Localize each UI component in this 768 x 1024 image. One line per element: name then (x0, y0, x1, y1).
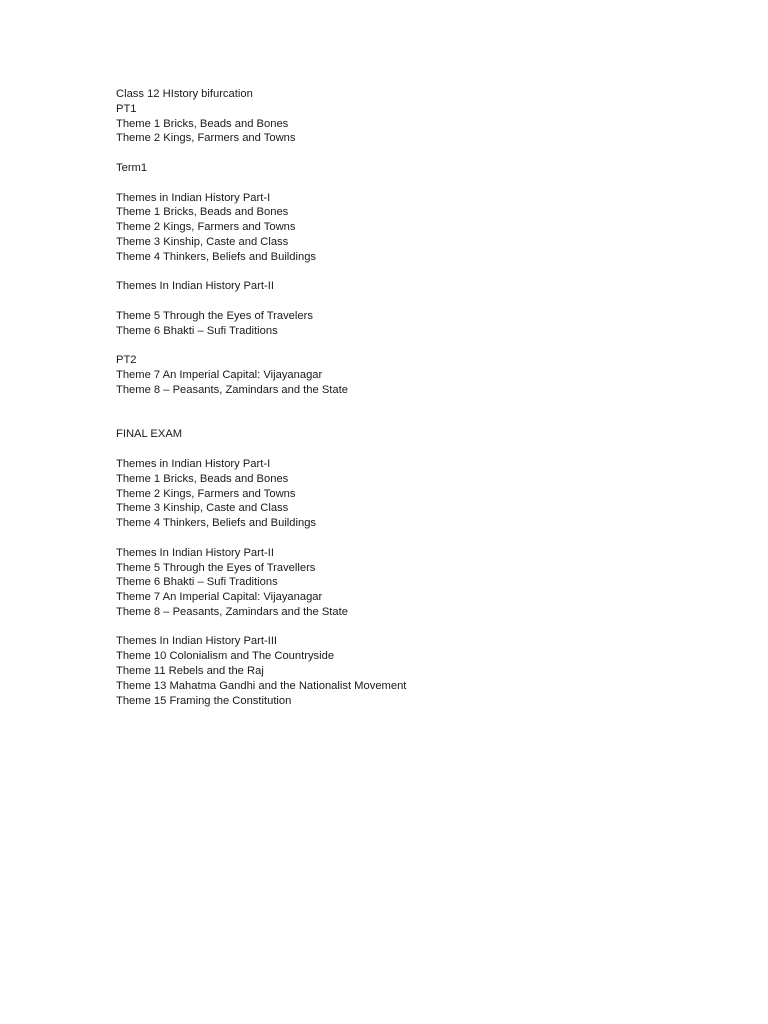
text-line: Theme 7 An Imperial Capital: Vijayanagar (116, 369, 323, 382)
text-line: Themes In Indian History Part-II (116, 546, 274, 559)
blank-line (116, 146, 716, 161)
text-line: Theme 4 Thinkers, Beliefs and Buildings (116, 250, 317, 263)
text-line: Theme 5 Through the Eyes of Travelers (116, 309, 313, 322)
blank-line (116, 265, 716, 280)
text-line: Theme 5 Through the Eyes of Travellers (116, 561, 316, 574)
text-line: Themes In Indian History Part-II (116, 280, 274, 293)
blank-line (116, 531, 716, 546)
text-line: Themes in Indian History Part-I (116, 191, 271, 204)
text-line: Theme 2 Kings, Farmers and Towns (116, 132, 296, 145)
blank-line (116, 398, 716, 413)
text-line: Theme 4 Thinkers, Beliefs and Buildings (116, 517, 317, 530)
text-line: Themes in Indian History Part-I (116, 457, 271, 470)
text-line: FINAL EXAM (116, 428, 183, 441)
text-line: Theme 10 Colonialism and The Countryside (116, 650, 335, 663)
text-line: Theme 3 Kinship, Caste and Class (116, 502, 289, 515)
text-line: Term1 (116, 161, 148, 174)
text-line: Themes In Indian History Part-III (116, 635, 278, 648)
text-line: Theme 1 Bricks, Beads and Bones (116, 472, 289, 485)
blank-line (116, 442, 716, 457)
document-page (116, 87, 716, 708)
text-line: Class 12 HIstory bifurcation (116, 88, 253, 100)
blank-line (116, 176, 716, 191)
text-line: PT1 (116, 102, 137, 115)
text-line: Theme 1 Bricks, Beads and Bones (116, 117, 289, 130)
text-line: Theme 6 Bhakti – Sufi Traditions (116, 576, 278, 589)
text-line: Theme 13 Mahatma Gandhi and the Nationalist Movement (116, 679, 407, 692)
text-line: Theme 3 Kinship, Caste and Class (116, 235, 289, 248)
text-line: Theme 6 Bhakti – Sufi Traditions (116, 324, 278, 337)
text-line: Theme 7 An Imperial Capital: Vijayanagar (116, 591, 323, 604)
text-line: Theme 8 – Peasants, Zamindars and the State (116, 605, 348, 618)
text-line: Theme 2 Kings, Farmers and Towns (116, 221, 296, 234)
text-line: PT2 (116, 354, 137, 367)
text-line: Theme 2 Kings, Farmers and Towns (116, 487, 296, 500)
blank-line (116, 294, 716, 309)
text-line: Theme 8 – Peasants, Zamindars and the State (116, 383, 348, 396)
text-line: Theme 1 Bricks, Beads and Bones (116, 206, 289, 219)
text-line: Theme 15 Framing the Constitution (116, 694, 292, 707)
blank-line (116, 339, 716, 354)
blank-line (116, 620, 716, 635)
text-line: Theme 11 Rebels and the Raj (116, 665, 264, 678)
blank-line (116, 413, 716, 428)
